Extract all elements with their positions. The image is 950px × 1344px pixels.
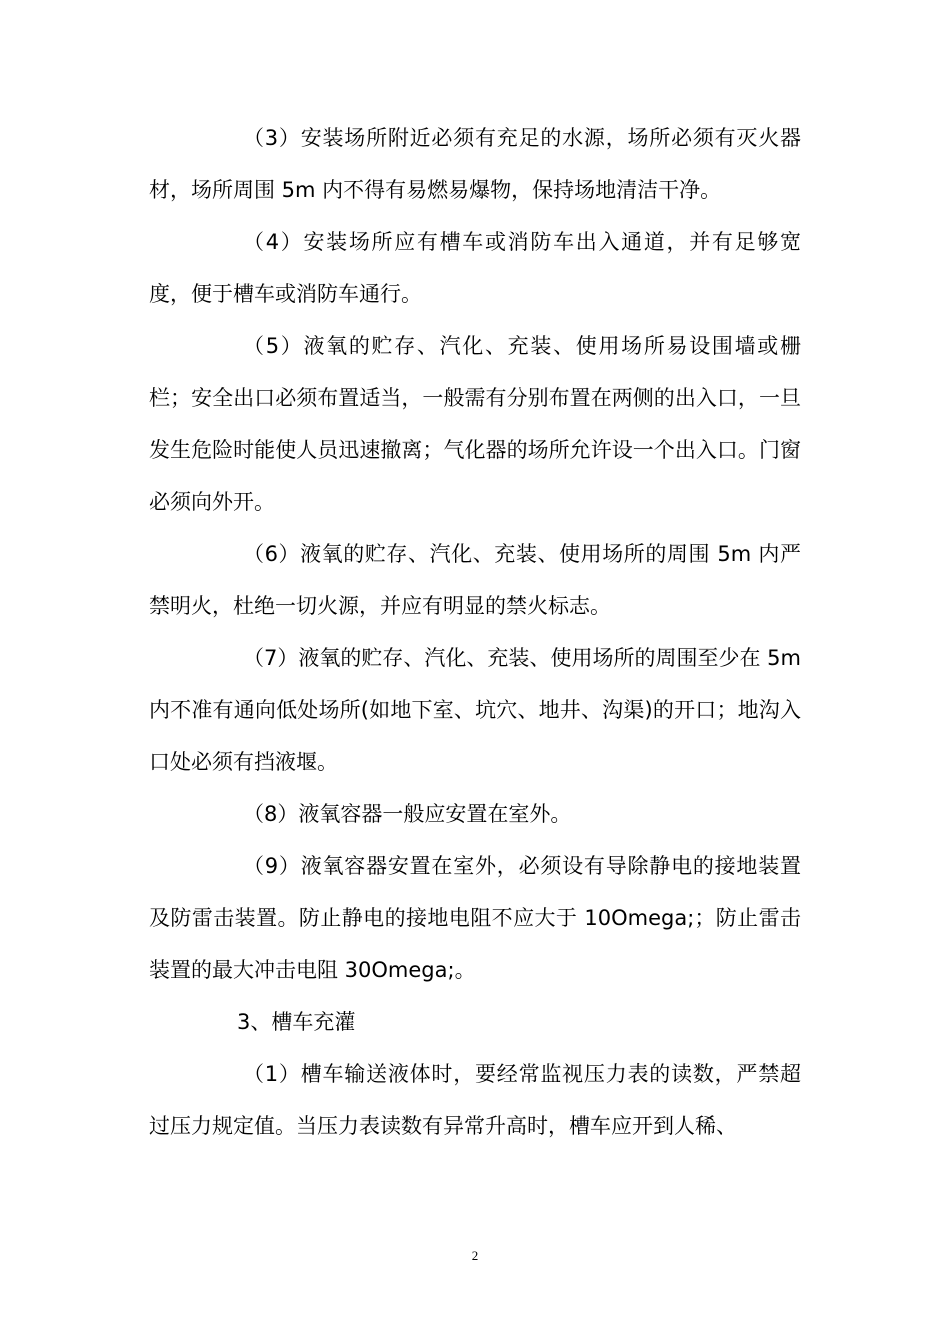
- section-heading: 3、槽车充灌: [237, 1010, 356, 1034]
- paragraph-tanker-1: （1）槽车输送液体时，要经常监视压力表的读数，严禁超过压力规定值。当压力表读数有异常升高时，槽车应开到人稀、: [149, 1062, 801, 1138]
- paragraph-item-7: （7）液氧的贮存、汽化、充装、使用场所的周围至少在 5m 内不准有通向低处场所(如地下室、坑穴、地井、沟渠)的开口；地沟入口处必须有挡液堰。: [149, 646, 801, 774]
- page-number: 2: [471, 1248, 479, 1263]
- paragraph-item-5: （5）液氧的贮存、汽化、充装、使用场所易设围墙或栅栏；安全出口必须布置适当，一般需有分别布置在两侧的出入口，一旦发生危险时能使人员迅速撤离；气化器的场所允许设一个出入口。门窗必须向外开。: [149, 334, 801, 514]
- paragraph-item-4: （4）安装场所应有槽车或消防车出入通道，并有足够宽度，便于槽车或消防车通行。: [149, 230, 801, 306]
- paragraph-item-3: （3）安装场所附近必须有充足的水源，场所必须有灭火器材，场所周围 5m 内不得有易燃易爆物，保持场地清洁干净。: [149, 126, 801, 202]
- paragraph-item-6: （6）液氧的贮存、汽化、充装、使用场所的周围 5m 内严禁明火，杜绝一切火源，并应有明显的禁火标志。: [149, 542, 801, 618]
- document-body: [149, 112, 801, 1152]
- paragraph-item-8: （8）液氧容器一般应安置在室外。: [243, 802, 572, 826]
- paragraph-item-9: （9）液氧容器安置在室外，必须设有导除静电的接地装置及防雷击装置。防止静电的接地电阻不应大于 10Omega;；防止雷击装置的最大冲击电阻 30Omega;。: [149, 854, 801, 982]
